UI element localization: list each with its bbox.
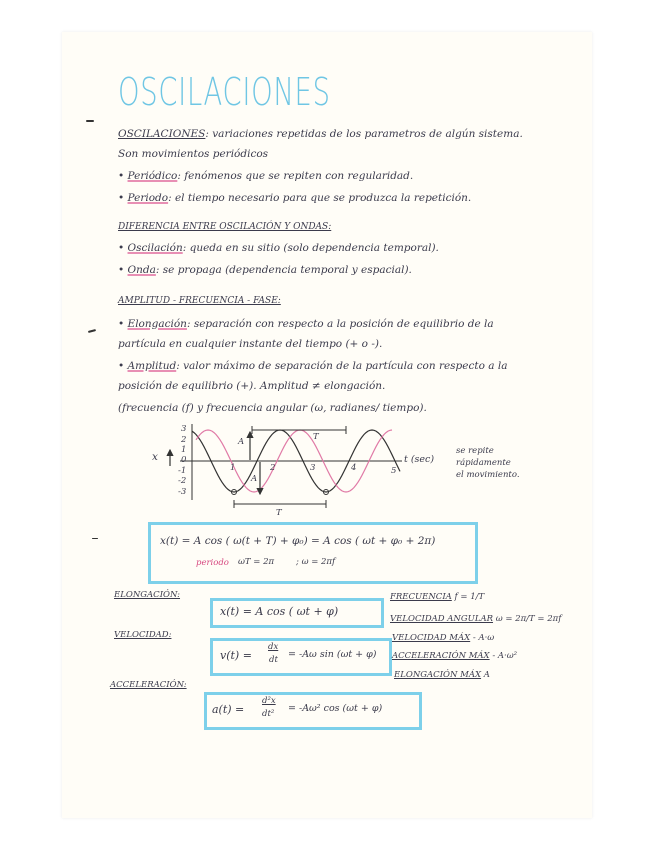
- x-tick-label: 1: [230, 463, 236, 473]
- bullet-periodo: • Periodo: el tiempo necesario para que se produzca la repetición.: [118, 192, 472, 204]
- y-tick-label: -1: [178, 466, 187, 476]
- period-label-top: T: [313, 432, 319, 442]
- velocidad-den: dt: [269, 655, 278, 665]
- text-periodico: : fenómenos que se repiten con regularidad.: [177, 170, 414, 182]
- aceleracion-lhs: a(t) =: [212, 703, 245, 716]
- period-label-bottom: T: [276, 508, 282, 518]
- y-tick-label: 0: [181, 455, 187, 465]
- text-onda: : se propaga (dependencia temporal y espacial).: [155, 264, 412, 276]
- omega-frequency-eq: ; ω = 2πf: [296, 557, 336, 567]
- text-amplitud: : valor máximo de separación de la partícula con respecto a la: [176, 360, 508, 372]
- x-tick-label: 4: [351, 463, 357, 473]
- amplitud-line2: posición de equilibrio (+). Amplitud ≠ elongación.: [118, 380, 386, 392]
- y-tick-label: -2: [178, 476, 187, 486]
- frecuencia-line: (frecuencia (f) y frecuencia angular (ω, radianes/ tiempo).: [118, 402, 427, 414]
- side-key: VELOCIDAD MÁX: [392, 633, 471, 643]
- graph-note: el movimiento.: [456, 470, 520, 480]
- margin-mark: [92, 538, 98, 539]
- term-onda: Onda: [127, 264, 156, 276]
- x-tick-label: 2: [270, 463, 276, 473]
- term-amplitud: Amplitud: [127, 360, 177, 372]
- aceleracion-den: dt²: [262, 709, 275, 719]
- side-vel-angular: [390, 614, 561, 624]
- elongacion-label: ELONGACIÓN:: [114, 590, 181, 600]
- y-tick-label: 1: [181, 445, 187, 455]
- bullet-onda: • Onda: se propaga (dependencia temporal y espacial).: [118, 264, 412, 276]
- term-periodo: Periodo: [127, 192, 169, 204]
- amplitude-label: A: [238, 437, 245, 447]
- graph-note: rápidamente: [456, 458, 511, 468]
- x-tick-label: 5: [391, 466, 397, 476]
- velocidad-label: VELOCIDAD:: [114, 630, 172, 640]
- afd-heading: AMPLITUD - FRECUENCIA - FASE:: [118, 296, 281, 306]
- text-elongacion: : separación con respecto a la posición de equilibrio de la: [186, 318, 494, 330]
- side-value: - A·ω²: [492, 651, 518, 661]
- main-formula: x(t) = A cos ( ω(t + T) + φ₀) = A cos ( ωt + φ₀ + 2π): [160, 535, 436, 547]
- margin-mark: [86, 120, 94, 122]
- velocidad-rhs: = -Aω sin (ωt + φ): [288, 649, 377, 660]
- side-value: - A·ω: [472, 633, 495, 643]
- bullet-periodico: • Periódico: fenómenos que se repiten con regularidad.: [118, 170, 414, 182]
- graph-note: se repite: [456, 446, 494, 456]
- intro-term: OSCILACIONES: [118, 128, 206, 140]
- side-acc-max: [392, 651, 517, 661]
- elongacion-formula: x(t) = A cos ( ωt + φ): [220, 605, 339, 618]
- bullet-oscilacion: • Oscilación: queda en su sitio (solo dependencia temporal).: [118, 242, 439, 254]
- velocidad-num: dx: [268, 642, 279, 652]
- side-value: ω = 2π/T = 2πf: [495, 614, 562, 624]
- omega-period-eq: ωT = 2π: [238, 557, 275, 567]
- side-key: FRECUENCIA: [390, 592, 452, 602]
- velocidad-lhs: v(t) =: [220, 649, 252, 662]
- aceleracion-num: d²x: [262, 696, 276, 706]
- y-tick-label: -3: [178, 487, 187, 497]
- side-key: VELOCIDAD ANGULAR: [390, 614, 494, 624]
- term-periodico: Periódico: [127, 170, 178, 182]
- diff-heading: DIFERENCIA ENTRE OSCILACIÓN Y ONDAS:: [118, 222, 332, 232]
- main-formula-box: [148, 522, 478, 584]
- term-oscilacion: Oscilación: [127, 242, 183, 254]
- text-oscilacion: : queda en su sitio (solo dependencia temporal).: [182, 242, 439, 254]
- side-key: ACCELERACIÓN MÁX: [392, 651, 490, 661]
- intro-line2: Son movimientos periódicos: [118, 148, 269, 160]
- x-axis-label: t (sec): [404, 454, 435, 465]
- side-value: f = 1/T: [454, 592, 485, 602]
- y-tick-label: 2: [181, 435, 187, 445]
- x-tick-label: 3: [310, 463, 316, 473]
- text-periodo: : el tiempo necesario para que se produzca la repetición.: [168, 192, 472, 204]
- aceleracion-label: ACCELERACIÓN:: [110, 680, 187, 690]
- side-vel-max: [392, 633, 494, 643]
- aceleracion-rhs: = -Aω² cos (ωt + φ): [288, 703, 383, 714]
- intro-line: [118, 128, 523, 140]
- bullet-amplitud: • Amplitud: valor máximo de separación de la partícula con respecto a la: [118, 360, 508, 372]
- side-key: ELONGACIÓN MÁX: [394, 670, 482, 680]
- term-elongacion: Elongación: [127, 318, 187, 330]
- side-value: A: [483, 670, 490, 680]
- side-frecuencia: [390, 592, 484, 602]
- page-title: OSCILACIONES: [118, 70, 331, 114]
- elongacion-line2: partícula en cualquier instante del tiempo (+ o -).: [118, 338, 383, 350]
- bullet-elongacion: • Elongación: separación con respecto a la posición de equilibrio de la: [118, 318, 494, 330]
- periodo-note: periodo: [196, 558, 229, 568]
- amplitude-label: A: [251, 474, 258, 484]
- y-tick-label: 3: [181, 424, 187, 434]
- side-elong-max: [394, 670, 490, 680]
- intro-definition: : variaciones repetidas de los parametros de algún sistema.: [205, 128, 523, 140]
- y-axis-label: x: [152, 451, 158, 463]
